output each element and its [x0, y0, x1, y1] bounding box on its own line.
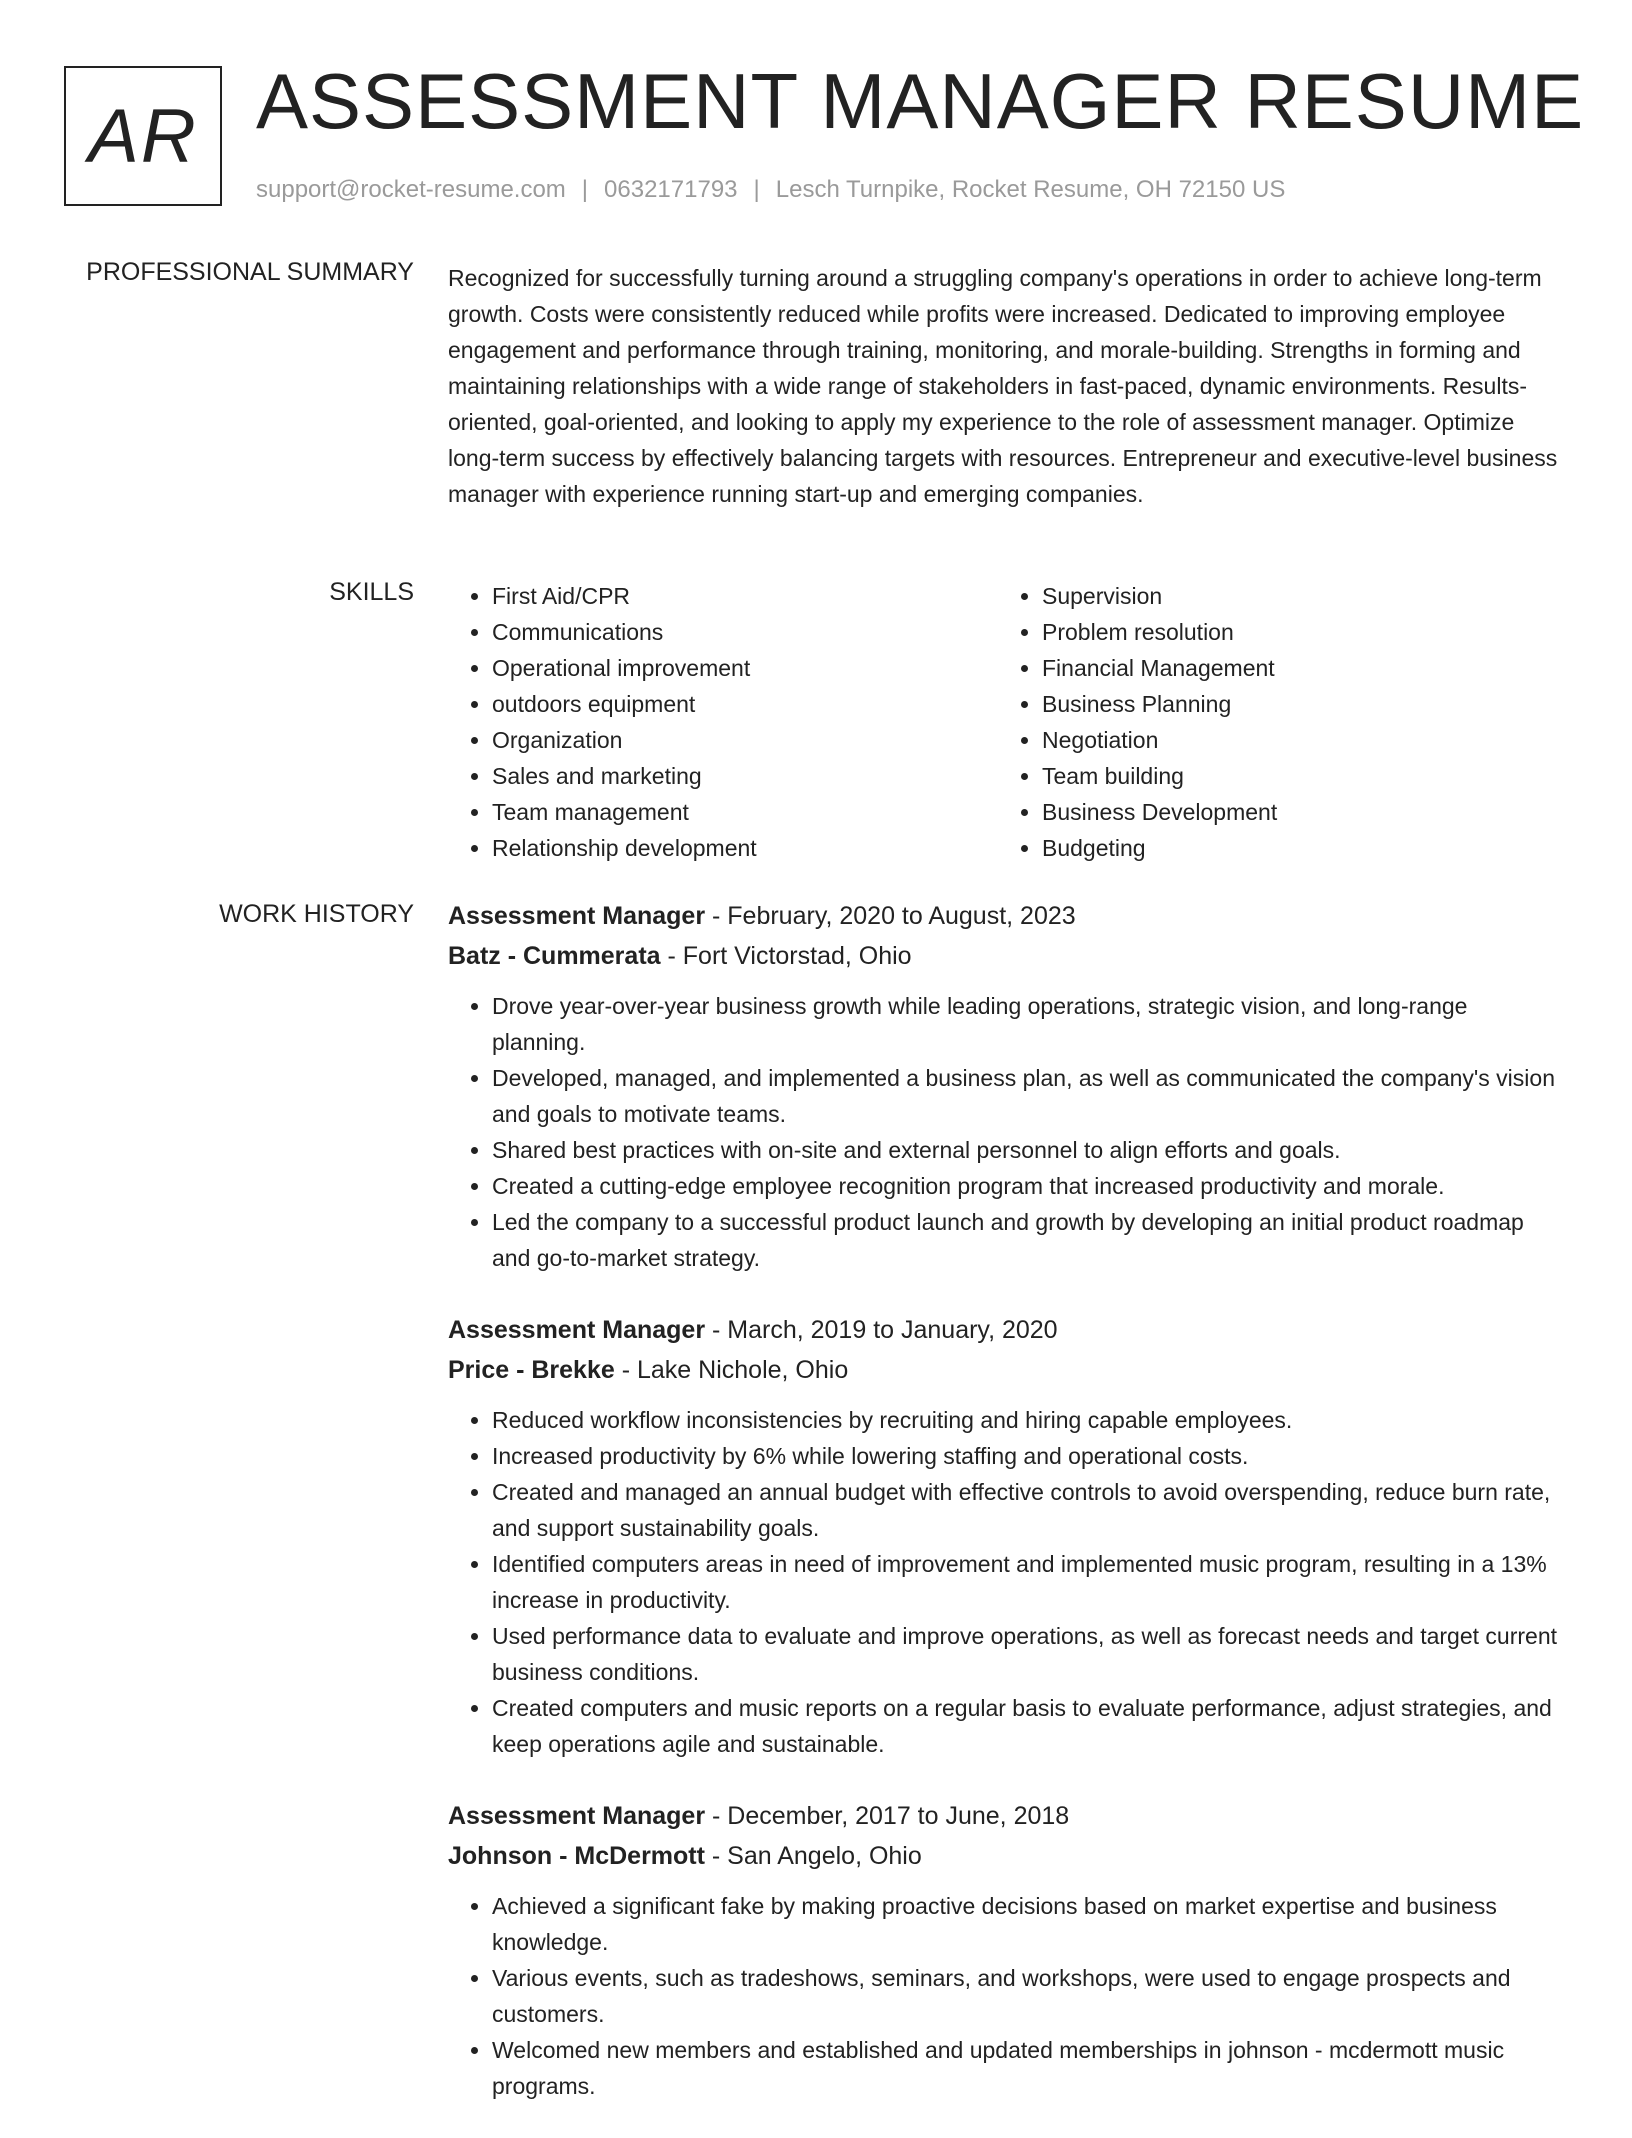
job-bullet: • Various events, such as tradeshows, seminars, and workshops, were used to engage prospects and customers. [492, 1960, 1566, 2032]
contact-line [256, 176, 1285, 204]
skill-item: • Team building [1042, 758, 1548, 794]
skill-item: • outdoors equipment [492, 686, 998, 722]
job-bullet: • Created a cutting-edge employee recognition program that increased productivity and morale. [492, 1168, 1566, 1204]
job-title: Assessment Manager [448, 902, 706, 930]
job-entry [448, 896, 1566, 1276]
work-history-body [448, 896, 1566, 2138]
skill-item: • Financial Management [1042, 650, 1548, 686]
contact-email: support@rocket-resume.com [256, 176, 566, 203]
job-title: Assessment Manager [448, 1802, 706, 1830]
job-title: Assessment Manager [448, 1316, 706, 1344]
job-entry [448, 1310, 1566, 1762]
job-location: - Lake Nichole, Ohio [614, 1356, 849, 1384]
skills-list-left [448, 578, 998, 866]
job-location: - Fort Victorstad, Ohio [660, 942, 912, 970]
skill-item: • Supervision [1042, 578, 1548, 614]
job-dates: - December, 2017 to June, 2018 [705, 1802, 1070, 1830]
job-bullets [448, 1888, 1566, 2104]
job-bullet: • Led the company to a successful product launch and growth by developing an initial product roadmap and go-to-market strategy. [492, 1204, 1566, 1276]
job-bullet: • Developed, managed, and implemented a business plan, as well as communicated the company's vision and goals to motivate teams. [492, 1060, 1566, 1132]
job-bullet: • Created and managed an annual budget with effective controls to avoid overspending, reduce burn rate, and support sustainability goals. [492, 1474, 1566, 1546]
page-title: ASSESSMENT MANAGER RESUME [256, 57, 1585, 145]
skills-body [448, 578, 1566, 866]
skill-item: • Operational improvement [492, 650, 998, 686]
job-bullets [448, 1402, 1566, 1762]
skill-item: • Organization [492, 722, 998, 758]
job-title-line [448, 896, 1566, 936]
job-location: - San Angelo, Ohio [704, 1842, 922, 1870]
job-dates: - March, 2019 to January, 2020 [705, 1316, 1058, 1344]
job-bullet: • Used performance data to evaluate and improve operations, as well as forecast needs and target current business conditions. [492, 1618, 1566, 1690]
job-bullet: • Created computers and music reports on a regular basis to evaluate performance, adjust strategies, and keep operations agile and sustainable. [492, 1690, 1566, 1762]
contact-address: Lesch Turnpike, Rocket Resume, OH 72150 US [775, 176, 1286, 203]
job-bullet: • Welcomed new members and established and updated memberships in johnson - mcdermott music programs. [492, 2032, 1566, 2104]
job-bullet: • Reduced workflow inconsistencies by recruiting and hiring capable employees. [492, 1402, 1566, 1438]
job-bullet: • Drove year-over-year business growth while leading operations, strategic vision, and long-range planning. [492, 988, 1566, 1060]
job-company: Johnson - McDermott [448, 1842, 705, 1870]
job-title-line [448, 1310, 1566, 1350]
skill-item: • Team management [492, 794, 998, 830]
summary-text: Recognized for successfully turning around a struggling company's operations in order to achieve long-term growth. Costs were consistently reduced while profits were increased. Dedicated to improving employee engagement and performance through training, monitoring, and morale-building. Strengths in forming and maintaining relationships with a wide range of stakeholders in fast-paced, dynamic environments. Results-oriented, goal-oriented, and looking to apply my experience to the role of assessment manager. Optimize long-term success by effectively balancing targets with resources. Entrepreneur and executive-level business manager with experience running start-up and emerging companies. [448, 265, 1558, 507]
skill-item: • Business Planning [1042, 686, 1548, 722]
skill-item: • Problem resolution [1042, 614, 1548, 650]
contact-phone: 0632171793 [604, 176, 738, 203]
job-bullet: • Shared best practices with on-site and external personnel to align efforts and goals. [492, 1132, 1566, 1168]
job-entry [448, 1796, 1566, 2104]
skill-item: • Business Development [1042, 794, 1548, 830]
skill-item: • Sales and marketing [492, 758, 998, 794]
job-title-line [448, 1796, 1566, 1836]
job-company: Price - Brekke [448, 1356, 615, 1384]
monogram-logo: AR [64, 66, 222, 206]
job-dates: - February, 2020 to August, 2023 [705, 902, 1076, 930]
skill-item: • Communications [492, 614, 998, 650]
job-bullet: • Increased productivity by 6% while lowering staffing and operational costs. [492, 1438, 1566, 1474]
work-history-label: WORK HISTORY [219, 900, 414, 928]
summary-body [448, 260, 1566, 512]
job-company-line [448, 1350, 1566, 1390]
skills-label: SKILLS [329, 578, 414, 606]
skill-item: • Negotiation [1042, 722, 1548, 758]
skills-list-right [998, 578, 1548, 866]
summary-label: PROFESSIONAL SUMMARY [86, 258, 414, 286]
job-company: Batz - Cummerata [448, 942, 661, 970]
skill-item: • Budgeting [1042, 830, 1548, 866]
contact-separator: | [753, 176, 760, 203]
skill-item: • First Aid/CPR [492, 578, 998, 614]
job-company-line [448, 936, 1566, 976]
job-bullet: • Achieved a significant fake by making proactive decisions based on market expertise and business knowledge. [492, 1888, 1566, 1960]
contact-separator: | [581, 176, 589, 203]
job-bullet: • Identified computers areas in need of improvement and implemented music program, resulting in a 13% increase in productivity. [492, 1546, 1566, 1618]
job-company-line [448, 1836, 1566, 1876]
job-bullets [448, 988, 1566, 1276]
skill-item: • Relationship development [492, 830, 998, 866]
